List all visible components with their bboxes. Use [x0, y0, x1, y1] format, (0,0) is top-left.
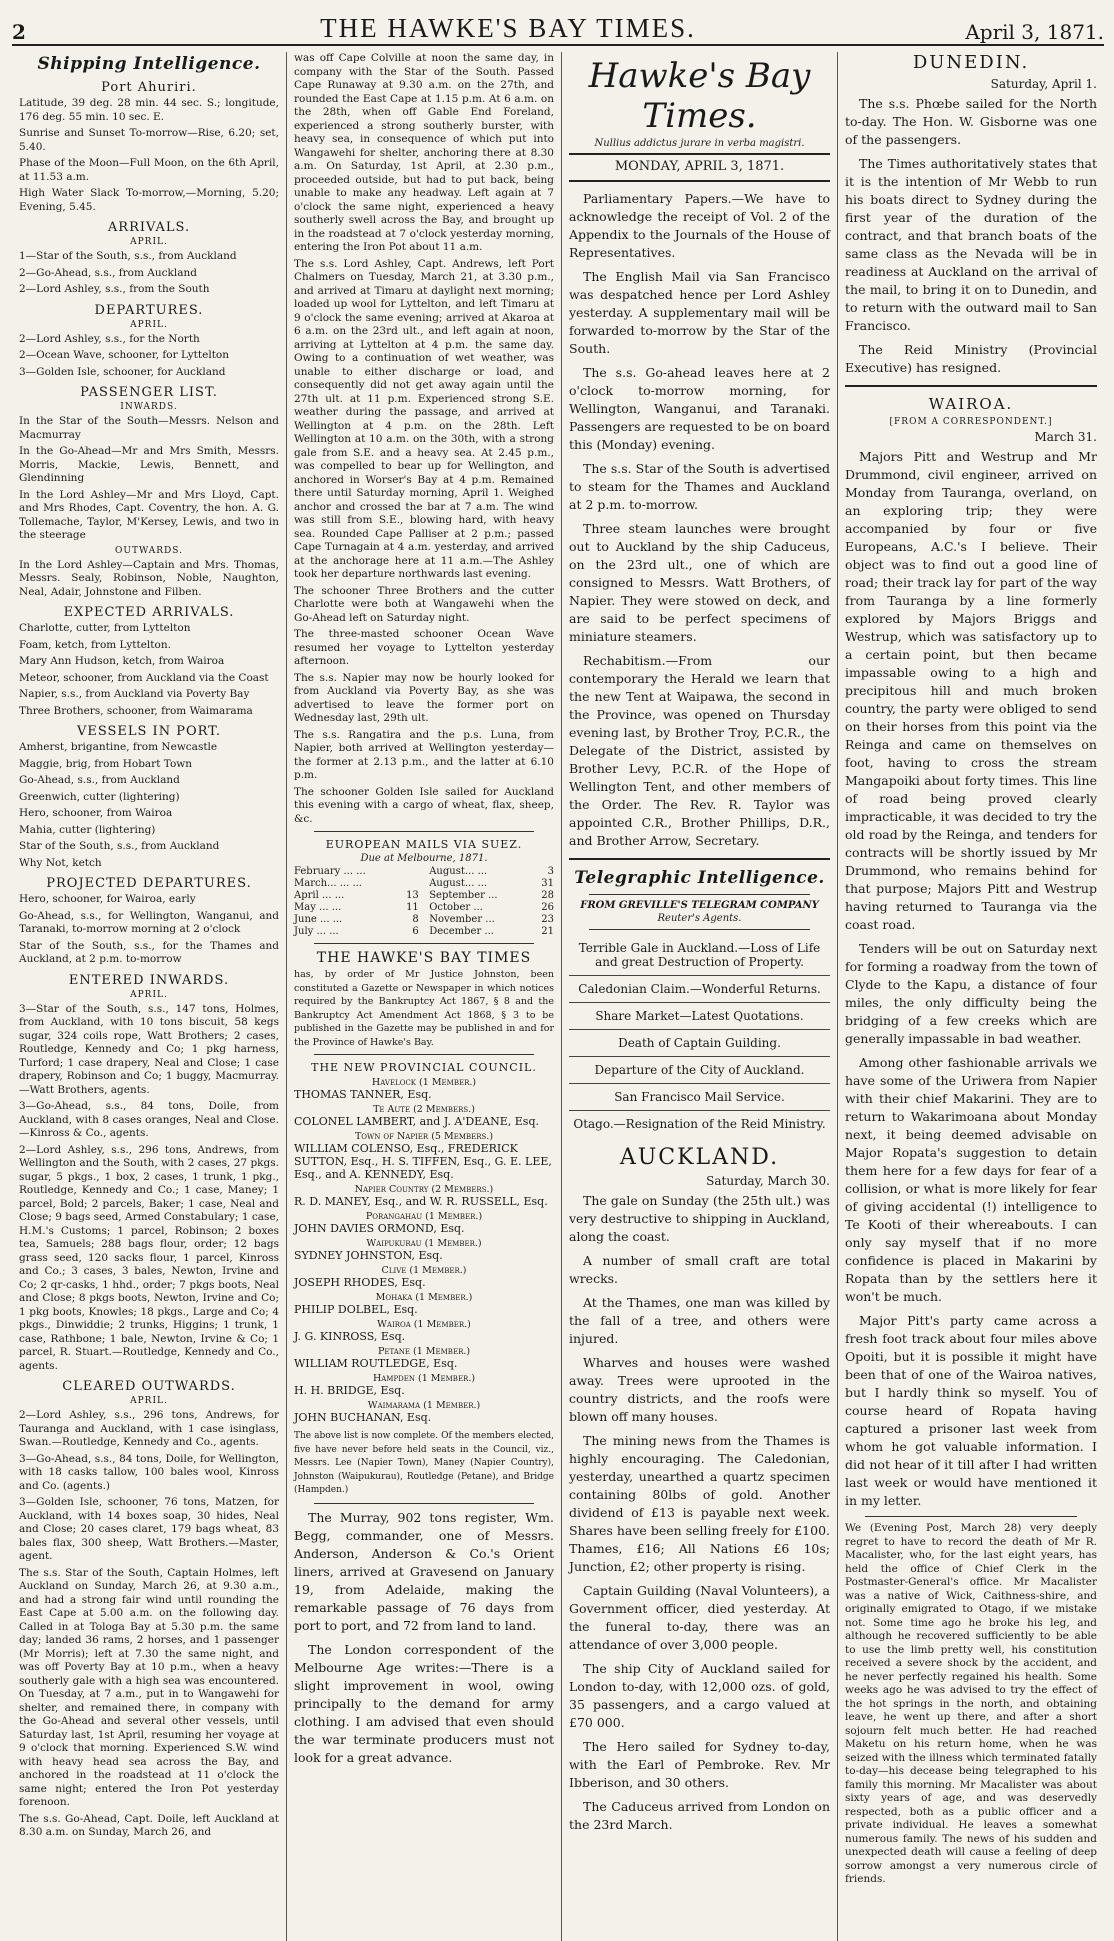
divider — [314, 831, 534, 832]
passengers-out-list — [19, 559, 279, 600]
text-paragraph: We (Evening Post, March 28) very deeply regret to have to record the death of Mr R. Macalister, who, for the last eight years, has held the office of Chief Clerk in the Postmaster-General's office. Mr Macalister was a native of Wick, Caithness-shire, and originally emigrated to Otago, if we mistake not. Some time ago he broke his leg, and although he recovered sufficiently to be able to use the limb pretty well, his constitution received a severe shock by the accident, and he never perfectly regained his health. Some weeks ago he was advised to try the effect of the hot springs in the north, and obtaining leave, he went up there, and after a short sojourn felt much better. He had reached Maketu on his return home, when he was seized with the illness which terminated fatally to-day—his decease being telegraphed to his family this morning. Mr Macalister was about sixty years of age, and was deservedly respected, both as a public officer and a private individual. He leaves a somewhat numerous family. The news of his sudden and unexpected death will cause a feeling of deep sorrow amongst a very numerous circle of friends. — [845, 1522, 1097, 1885]
text-paragraph: The s.s. Phœbe sailed for the North to-day. The Hon. W. Gisborne was one of the passengers. — [845, 96, 1097, 147]
council-member: H. H. BRIDGE, Esq. — [294, 1384, 405, 1397]
departures-heading: DEPARTURES. — [94, 302, 204, 318]
mail-month: December ... — [429, 926, 494, 937]
mail-month: March... ... ... — [294, 878, 362, 889]
text-paragraph: In the Lord Ashley—Captain and Mrs. Thomas, Messrs. Sealy, Robinson, Noble, Naughton, Neal, Adair, Johnstone and Filben. — [19, 558, 279, 598]
council-district: Petane (1 Member.) — [377, 1346, 471, 1357]
mail-day: 13 — [406, 890, 419, 901]
text-paragraph: 2—Lord Ashley, s.s., 296 tons, Andrews, from Wellington and the South, with 2 cases, 27 pkgs. sugar, 5 pkgs., 1 box, 2 cases, 1 trunk, 1 pkg., Routledge, Kennedy and Co.; 1 case, Maney; 1 parcel, Bold; 2 parcels, Baker; 1 case, Neal and Close; 9 bags seed, Armed Constabulary; 1 case, H.M.'s Customs; 1 parcel, Robinson; 2 boxes tea, Samuels; 288 bags flour, order; 12 bags grass seed, 120 sacks flour, 1 parcel, Kinross and Co.; 3 cases, 3 bales, Newton, Irvine and Co; 2 qr-casks, 1 hhd., order; 7 pkgs boots, Neal and Close; 8 pkgs boots, Newton, Irvine and Co; 1 pkg boots, Knowles; 18 pkgs., Large and Co; 4 pkgs., Dinwiddie; 2 trunks, Higgins; 1 trunk, 1 case, Rathbone; 1 bale, Newton, Irvine & Co; 1 parcel, R. Stuart.—Routledge, Kennedy and Co., agents. — [19, 1143, 279, 1372]
text-paragraph: Terrible Gale in Auckland.—Loss of Life and great Destruction of Property. — [569, 935, 830, 976]
council-district: Porangahau (1 Member.) — [365, 1211, 483, 1222]
text-paragraph: Phase of the Moon—Full Moon, on the 6th April, at 11.53 a.m. — [19, 157, 279, 183]
council-district: Napier Country (2 Members.) — [354, 1184, 494, 1195]
text-paragraph: At the Thames, one man was killed by the fall of a tree, and others were injured. — [569, 1295, 830, 1346]
text-paragraph: Meteor, schooner, from Auckland via the Coast — [19, 671, 269, 684]
expected-heading: EXPECTED ARRIVALS. — [63, 605, 235, 620]
departures-month: APRIL. — [130, 319, 168, 330]
mail-month: November ... — [429, 914, 495, 925]
council-district: Waipukurau (1 Member.) — [366, 1238, 482, 1249]
arrivals-heading: ARRIVALS. — [107, 220, 191, 235]
text-paragraph: Hero, schooner, from Wairoa — [19, 807, 173, 819]
mail-row — [294, 926, 419, 938]
arrivals-list — [19, 250, 279, 297]
council-note: The above list is now complete. Of the members elected, five have never before held seats in the Council, viz., Messrs. Lee (Napier Town), Maney (Napier Country), Johnston (Waipukurau), Routledge (Petane), and Bridge (Hampden.) — [294, 1431, 554, 1495]
mail-row — [294, 890, 419, 902]
port-heading: Port Ahuriri. — [101, 80, 197, 95]
council-district: Te Aute (2 Members.) — [373, 1104, 475, 1115]
mail-row — [429, 866, 554, 878]
mail-row — [429, 902, 554, 914]
masthead — [12, 10, 1104, 46]
text-paragraph: Foam, ketch, from Lyttelton. — [19, 638, 171, 651]
text-paragraph: Mahia, cutter (lightering) — [19, 823, 156, 836]
text-paragraph: Maggie, brig, from Hobart Town — [19, 757, 193, 770]
telegraphic-source: FROM GREVILLE'S TELEGRAM COMPANY — [580, 900, 819, 911]
divider — [569, 180, 830, 182]
mail-row — [429, 878, 554, 890]
divider — [865, 1516, 1077, 1517]
council-member: THOMAS TANNER, Esq. — [294, 1088, 432, 1101]
auckland-date: Saturday, March 30. — [706, 1174, 830, 1188]
council-member: SYDNEY JOHNSTON, Esq. — [294, 1249, 443, 1262]
text-paragraph: The Murray, 902 tons register, Wm. Begg, commander, one of Messrs. Anderson, Anderson & Co.'s Orient liners, arrived at Gravesend on January 19, from Adelaide, making the remarkable passage of 76 days from port to port, and 72 from land to land. — [294, 1509, 554, 1633]
text-paragraph: 2—Lord Ashley, s.s., 296 tons, Andrews, for Tauranga and Auckland, with 1 case isinglass, Swan.—Routledge, Kennedy and Co., agents. — [19, 1409, 279, 1448]
text-paragraph: Captain Guilding (Naval Volunteers), a Government officer, died yesterday. At the funeral to-day, there was an attendance of over 3,000 people. — [569, 1583, 830, 1652]
text-paragraph: The ship City of Auckland sailed for London to-day, with 12,000 ozs. of gold, 35 passengers, and a cargo valued at £70 000. — [569, 1661, 830, 1730]
text-paragraph: Sunrise and Sunset To-morrow—Rise, 6.20; set, 5.40. — [19, 127, 279, 153]
text-paragraph: Share Market—Latest Quotations. — [569, 1003, 830, 1030]
council-district: Wairoa (1 Member.) — [377, 1319, 471, 1330]
editorial-paras — [569, 190, 830, 850]
cleared-list — [19, 1409, 279, 1564]
text-paragraph: Napier, s.s., from Auckland via Poverty Bay — [19, 688, 250, 700]
text-paragraph: The Times authoritatively states that it is the intention of Mr Webb to run his boats direct to Sydney during the first year of the duration of the contract, and that branch boats of the same class as the Nevada will be in readiness at Auckland on the arrival of the mail, to bring it on to Dunedin, and to return with the outward mail to San Francisco. — [845, 156, 1097, 333]
text-paragraph: 1—Star of the South, s.s., from Auckland — [19, 250, 237, 262]
text-paragraph: In the Lord Ashley—Mr and Mrs Lloyd, Capt. and Mrs Rhodes, Capt. Coventry, the hon. A. G. Tollemache, Taylor, M'Kersey, Lewis, and two in the steerage — [19, 488, 279, 541]
text-paragraph: The gale on Sunday (the 25th ult.) was very destructive to shipping in Auckland, along the coast. — [569, 1193, 830, 1244]
passenger-outwards: OUTWARDS. — [115, 545, 183, 556]
text-paragraph: 2—Lord Ashley, s.s., from the South — [19, 283, 210, 295]
council-district: Waimarama (1 Member.) — [367, 1400, 481, 1411]
text-paragraph: In the Go-Ahead—Mr and Mrs Smith, Messrs. Morris, Mackie, Lewis, Bennett, and Glendinning — [19, 445, 279, 484]
text-paragraph: Greenwich, cutter (lightering) — [19, 790, 180, 803]
entered-heading: ENTERED INWARDS. — [68, 972, 230, 988]
issue-date: April 3, 1871. — [965, 20, 1104, 44]
wairoa-source: [FROM A CORRESPONDENT.] — [889, 417, 1053, 427]
text-paragraph: The schooner Three Brothers and the cutter Charlotte were both at Wangawehi when the Go-Ahead left on Saturday night. — [294, 584, 554, 624]
telegraphic-items — [569, 935, 830, 1137]
dunedin-heading: DUNEDIN. — [912, 52, 1030, 73]
council-district: Town of Napier (5 Members.) — [354, 1131, 494, 1142]
mail-day: 28 — [541, 890, 554, 901]
arrivals-month: APRIL. — [130, 237, 168, 247]
text-paragraph: 3—Golden Isle, schooner, for Auckland — [19, 365, 226, 378]
text-paragraph: 2—Lord Ashley, s.s., for the North — [19, 332, 200, 345]
mails-heading: EUROPEAN MAILS VIA SUEZ. — [325, 838, 523, 851]
mail-day: 6 — [412, 926, 419, 937]
text-paragraph: Departure of the City of Auckland. — [569, 1057, 830, 1084]
text-paragraph: The s.s. Napier may now be hourly looked for from Auckland via Poverty Bay, as she was advertised to leave the former port on Wednesday last, 29th ult. — [294, 671, 554, 724]
mail-month: April ... ... — [294, 890, 345, 901]
divider — [314, 1054, 534, 1055]
mail-day: 11 — [406, 902, 419, 913]
passengers-in-list — [19, 415, 279, 543]
mail-day: 23 — [541, 914, 554, 925]
mail-day: 3 — [547, 866, 554, 877]
wairoa-heading: WAIROA. — [928, 395, 1014, 413]
mail-row — [294, 902, 419, 914]
text-paragraph: The s.s. Star of the South, Captain Holmes, left Auckland on Sunday, March 26, at 9.30 a.m., and had a strong fair wind until rounding the East Cape at 5.00 a.m. on the following day. Called in at Tologa Bay at 5.30 p.m. the same day; landed 36 rams, 2 horses, and 1 passenger (Mr Morris); left at 7.30 the same night, and was off Poverty Bay at 10 p.m., when a heavy southerly gale with a high sea was encountered. On Tuesday, at 7 a.m., put in to Wangawehi for shelter, and remained there, in company with the Go-Ahead and several other vessels, until Saturday last, 1st April, resuming her voyage at 9 o'clock that morning. Experienced S.W. wind with heavy head sea across the Bay, and anchored in the roadstead at 11 o'clock the same night; entered the Iron Pot yesterday forenoon. — [19, 1566, 279, 1808]
text-paragraph: Three steam launches were brought out to Auckland by the ship Caduceus, on the 23rd ult., one of which are consigned to Messrs. Watt Brothers, of Napier. They were stowed on deck, and are said to be perfect specimens of miniature steamers. — [569, 521, 830, 644]
column-news — [838, 52, 1104, 1941]
text-paragraph: The three-masted schooner Ocean Wave resumed her voyage to Lyttelton yesterday afternoon. — [294, 628, 554, 667]
columns — [12, 52, 1104, 1941]
text-paragraph: The Reid Ministry (Provincial Executive) has resigned. — [845, 342, 1097, 375]
auckland-heading: AUCKLAND. — [619, 1145, 780, 1170]
entered-list — [19, 1003, 279, 1374]
text-paragraph: Amherst, brigantine, from Newcastle — [19, 741, 218, 753]
mail-day: 31 — [541, 878, 554, 889]
text-paragraph: The English Mail via San Francisco was despatched hence per Lord Ashley yesterday. A supplementary mail will be forwarded to-morrow by the Star of the South. — [569, 269, 830, 356]
page-number: 2 — [12, 20, 26, 44]
text-paragraph: San Francisco Mail Service. — [569, 1084, 830, 1111]
mail-row — [429, 890, 554, 902]
telegraphic-agents: Reuter's Agents. — [657, 913, 742, 924]
dunedin-paras — [845, 95, 1097, 377]
projected-heading: PROJECTED DEPARTURES. — [46, 876, 252, 891]
divider — [569, 153, 830, 155]
text-paragraph: 3—Go-Ahead, s.s., 84 tons, Doile, from Auckland, with 8 cases oranges, Neal and Close. —Kinross & Co., agents. — [19, 1100, 279, 1139]
mail-month: October ... — [429, 902, 483, 913]
mail-month: September ... — [429, 890, 498, 901]
text-paragraph: The mining news from the Thames is highly encouraging. The Caledonian, yesterday, unearthed a quartz specimen containing 80lbs of gold. Another dividend of £13 is payable next week. Shares have been selling freely for £100. Thames, £16; All Nations £6 10s; Junction, £2; other property is rising. — [569, 1433, 830, 1574]
council-member: PHILIP DOLBEL, Esq. — [294, 1303, 418, 1316]
council-member: WILLIAM COLENSO, Esq., FREDERICK SUTTON, Esq., H. S. TIFFEN, Esq., G. E. LEE, Esq., and A. KENNEDY, Esq. — [294, 1142, 552, 1181]
mail-month: June ... ... — [294, 914, 343, 925]
council-district: Hampden (1 Member.) — [372, 1373, 476, 1384]
council-member: R. D. MANEY, Esq., and W. R. RUSSELL, Esq. — [294, 1195, 548, 1208]
mail-month: May ... ... — [294, 902, 342, 913]
text-paragraph: High Water Slack To-morrow,—Morning, 5.20; Evening, 5.45. — [19, 187, 279, 213]
telegraphic-title: Telegraphic Intelligence. — [574, 868, 825, 888]
text-paragraph: Tenders will be out on Saturday next for forming a roadway from the town of Clyde to the Kapu, a distance of four miles, the only difficulty being the bridging of a few creeks which are generally impassable in bad weather. — [845, 941, 1097, 1046]
text-paragraph: The s.s. Go-ahead leaves here at 2 o'clock to-morrow morning, for Wellington, Wanganui, and Taranaki. Passengers are requested to be on board this (Monday) evening. — [569, 365, 830, 452]
council-district: Mohaka (1 Member.) — [375, 1292, 473, 1303]
text-paragraph: Mary Ann Hudson, ketch, from Wairoa — [19, 655, 225, 667]
mail-row — [294, 866, 419, 878]
text-paragraph: Why Not, ketch — [19, 856, 102, 869]
editorial-masthead: Hawke's Bay Times. — [588, 56, 811, 136]
text-paragraph: Three Brothers, schooner, from Waimarama — [19, 704, 253, 717]
mail-day: 26 — [541, 902, 554, 913]
council-member: JOSEPH RHODES, Esq. — [294, 1276, 426, 1289]
text-paragraph: The schooner Golden Isle sailed for Auckland this evening with a cargo of wheat, flax, sheep, &c. — [294, 785, 554, 825]
text-paragraph: Star of the South, s.s., from Auckland — [19, 840, 220, 852]
text-paragraph: Rechabitism.—From our contemporary the Herald we learn that the new Tent at Waipawa, the second in the Province, was opened on Thursday evening last, by Brother Troy, P.C.R., the Delegate of the District, assisted by Brother Levy, P.C.R. of the Hope of Wellington Tent, and other members of the Order. The Rev. R. Taylor was appointed C.R., Brother Phillips, D.R., and Brother Arrow, Secretary. — [569, 653, 830, 848]
text-paragraph: Charlotte, cutter, from Lyttelton — [19, 622, 191, 634]
passenger-heading: PASSENGER LIST. — [80, 385, 218, 400]
passenger-inwards: INWARDS. — [120, 402, 178, 412]
text-paragraph: The s.s. Lord Ashley, Capt. Andrews, left Port Chalmers on Tuesday, March 21, at 3.30 p.m., and arrived at Timaru at daylight next morning; loaded up wool for Lyttelton, and left Timaru at 9 o'clock the same evening; arrived at Akaroa at 6 a.m. on the 23rd ult., and left again at noon, arriving at Lyttelton at 4 p.m. the same day. Owing to a continuation of wet weather, was unable to either discharge or load, and consequently did not get away again until the 27th ult. at 11 p.m. Experienced strong S.E. weather during the passage, and arrived at Wellington at 4 p.m. on the 28th. Left Wellington at 10 a.m. on the 30th, with a strong gale from S.E. and a heavy sea. At 2.45 p.m., was compelled to bear up for Wellington, and anchored in Worser's Bay at 4 p.m. Remained there until Saturday morning, April 1. Weighed anchor and crossed the bar at 7 a.m. The wind was still from S.E., blowing hard, with heavy sea. Rounded Cape Palliser at 2 p.m.; passed Cape Turnagain at 4 a.m. yesterday, and arrived at the anchorage here at 11 a.m.—The Ashley took her departure northwards last evening. — [294, 257, 554, 580]
council-district: Clive (1 Member.) — [381, 1265, 467, 1276]
text-paragraph: The s.s. Star of the South is advertised to steam for the Thames and Auckland at 2 p.m. to-morrow. — [569, 461, 830, 512]
text-paragraph: Major Pitt's party came across a fresh foot track about four miles above Opoiti, but it is possible it might have been that of one of the Wairoa natives, but I hardly think so myself. You of course heard of Ropata having captured a prisoner last week from whom he got valuable information. I did not hear of it till after I had written last week or would have mentioned it in my letter. — [845, 1313, 1097, 1508]
mail-row — [429, 914, 554, 926]
shipping-narrative — [19, 1567, 279, 1840]
mails-left — [294, 866, 419, 938]
text-paragraph: was off Cape Colville at noon the same day, in company with the Star of the South. Passed Cape Runaway at 9.30 a.m. on the 27th, and rounded the East Cape at 1.15 p.m. At 6 a.m. on the 28th, when off Gable End Foreland, experienced a strong southerly burster, with heavy sea, in consequence of which put into Wangawehi for shelter, anchoring there at 8.30 a.m. On Saturday, 1st April, at 2.30 p.m., proceeded outside, but had to put back, being unable to make any headway. Left again at 7 o'clock the same night, experienced a heavy southerly swell across the Bay, and brought up in the roadstead at 7 o'clock yesterday morning, entering the Iron Pot about 11 a.m. — [294, 52, 554, 253]
council-member: JOHN DAVIES ORMOND, Esq. — [294, 1222, 465, 1235]
editorial-dateline: MONDAY, APRIL 3, 1871. — [614, 159, 785, 174]
notice-text: has, by order of Mr Justice Johnston, been constituted a Gazette or Newspaper in which notices required by the Bankruptcy Act 1867, § 8 and the Bankruptcy Act Amendment Act 1868, § 3 to be published in the Gazette may be published in and for the Province of Hawke's Bay. — [294, 969, 554, 1048]
divider — [569, 858, 830, 860]
mails-subheading: Due at Melbourne, 1871. — [360, 853, 488, 864]
text-paragraph: Death of Captain Guilding. — [569, 1030, 830, 1057]
motto: Nullius addictus jurare in verba magistri. — [594, 138, 805, 149]
text-paragraph: Caledonian Claim.—Wonderful Returns. — [569, 976, 830, 1003]
section-title-shipping: Shipping Intelligence. — [37, 54, 261, 74]
wairoa-paras — [845, 448, 1097, 1510]
text-paragraph: 2—Go-Ahead, s.s., from Auckland — [19, 266, 197, 279]
text-paragraph: Wharves and houses were washed away. Trees were uprooted in the country districts, and the roofs were blown off many houses. — [569, 1355, 830, 1424]
mail-month: August... ... — [429, 878, 488, 889]
mail-row — [294, 878, 419, 890]
obituary-paras — [845, 1522, 1097, 1887]
shipping-narrative-2 — [294, 52, 554, 826]
column-shipping — [12, 52, 287, 1941]
mails-table — [294, 866, 554, 938]
text-paragraph: A number of small craft are total wrecks. — [569, 1253, 830, 1286]
text-paragraph: The s.s. Rangatira and the p.s. Luna, from Napier, both arrived at Wellington yesterday—the former at 2.13 p.m., and the latter at 6.10 p.m. — [294, 728, 554, 781]
text-paragraph: The s.s. Go-Ahead, Capt. Doile, left Auckland at 8.30 a.m. on Sunday, March 26, and — [19, 1812, 279, 1838]
text-paragraph: Majors Pitt and Westrup and Mr Drummond, civil engineer, arrived on Monday from Tauranga, overland, on an exploring trip; they were accompanied by four or five Europeans, A.C.'s I believe. Their object was to find out a good line of road; their track lay for part of the way from Tauranga by a line formerly explored by Majors Briggs and Westrup, which was satisfactory up to a certain point, but then became impassable owing to a high and precipitous hill and much broken country, the party were obliged to send on their horses from this point via the Reinga and came on themselves on foot, having to cross the stream Mangapoiki about forty times. This line of road being proved clearly impracticable, it was decided to try the old road by the Reinga, and tenders for contracts will be shortly issued by Mr Drummond, who remains behind for that purpose; Majors Pitt and Westrup having returned to Tauranga via the coast road. — [845, 449, 1097, 932]
cleared-month: APRIL. — [130, 1396, 168, 1406]
divider — [845, 385, 1097, 387]
astro-list — [19, 97, 279, 214]
text-paragraph: 3—Go-Ahead, s.s., 84 tons, Doile, for Wellington, with 18 casks tallow, 100 bales wool, Kinross and Co. (agents.) — [19, 1452, 279, 1492]
divider — [589, 894, 810, 895]
wairoa-date: March 31. — [1034, 430, 1097, 444]
text-paragraph: Latitude, 39 deg. 28 min. 44 sec. S.; longitude, 176 deg. 55 min. 10 sec. E. — [19, 97, 279, 123]
mail-row — [294, 914, 419, 926]
entered-month: APRIL. — [130, 989, 168, 1000]
council-member: COLONEL LAMBERT, and J. A'DEANE, Esq. — [294, 1115, 539, 1128]
vessels-heading: VESSELS IN PORT. — [76, 724, 222, 739]
mail-day: 21 — [541, 926, 554, 937]
newspaper-title: THE HAWKE'S BAY TIMES. — [320, 13, 696, 43]
departures-list — [19, 333, 279, 380]
mails-right — [429, 866, 554, 938]
text-paragraph: Among other fashionable arrivals we have some of the Uriwera from Napier with their chief Makarini. They are to return to Wakarimoana about Monday next, it being deemed advisable on Major Ropata's suggestion to detain them here for a few days for fear of a collision, or what is more likely for fear of giving accidental (!) intelligence to Te Kooti of their whereabouts. I can only say myself that if no more confidence is placed in Makarini by Ropata than by the settlers here it won't be much. — [845, 1055, 1097, 1304]
dunedin-date: Saturday, April 1. — [990, 77, 1097, 91]
projected-list — [19, 893, 279, 967]
text-paragraph: Go-Ahead, s.s., for Wellington, Wanganui, and Taranaki, to-morrow morning at 2 o'clock — [19, 909, 279, 935]
text-paragraph: The Caduceus arrived from London on the 23rd March. — [569, 1799, 830, 1832]
vessels-list — [19, 741, 279, 870]
col2-bottom-paras — [294, 1509, 554, 1767]
divider — [314, 1503, 534, 1504]
text-paragraph: Parliamentary Papers.—We have to acknowledge the receipt of Vol. 2 of the Appendix to the Journals of the House of Representatives. — [569, 191, 830, 260]
text-paragraph: Go-Ahead, s.s., from Auckland — [19, 774, 180, 786]
text-paragraph: Hero, schooner, for Wairoa, early — [19, 893, 196, 905]
mail-month: July ... ... — [294, 926, 339, 937]
text-paragraph: The Hero sailed for Sydney to-day, with the Earl of Pembroke. Rev. Mr Ibberison, and 30 others. — [569, 1739, 830, 1790]
text-paragraph: Otago.—Resignation of the Reid Ministry. — [573, 1117, 826, 1131]
mail-row — [429, 926, 554, 938]
council-member: J. G. KINROSS, Esq. — [294, 1330, 406, 1343]
expected-list — [19, 622, 279, 718]
auckland-paras — [569, 1192, 830, 1834]
text-paragraph: In the Star of the South—Messrs. Nelson and Macmurray — [19, 415, 279, 441]
council-member: WILLIAM ROUTLEDGE, Esq. — [294, 1357, 458, 1370]
council-district: Havelock (1 Member.) — [371, 1077, 477, 1088]
mail-month: August... ... — [429, 866, 488, 877]
text-paragraph: Star of the South, s.s., for the Thames and Auckland, at 2 p.m. to-morrow — [19, 939, 279, 965]
text-paragraph: 2—Ocean Wave, schooner, for Lyttelton — [19, 349, 229, 361]
divider — [589, 929, 810, 930]
council-list — [294, 1077, 554, 1424]
text-paragraph: The London correspondent of the Melbourne Age writes:—There is a slight improvement in wool, owing principally to the demand for army clothing. I am advised that even should the war terminate producers must not look for a great advance. — [294, 1641, 554, 1765]
council-heading: THE NEW PROVINCIAL COUNCIL. — [311, 1061, 537, 1074]
council-member: JOHN BUCHANAN, Esq. — [294, 1411, 432, 1424]
column-editorial — [562, 52, 838, 1941]
text-paragraph: 3—Star of the South, s.s., 147 tons, Holmes, from Auckland, with 10 tons biscuit, 58 kegs sugar, 324 coils rope, Watt Brothers; 2 cases, Routledge, Kennedy and Co; 1 pkg harness, Turford; 1 case drapery, Neal and Close; 1 case drapery, Robinson and Co; 1 buggy, Macmurray.—Watt Brothers, agents. — [19, 1002, 279, 1096]
mail-day: 8 — [412, 914, 419, 925]
column-shipping-continued — [287, 52, 562, 1941]
mail-month: February ... ... — [294, 866, 366, 877]
cleared-heading: CLEARED OUTWARDS. — [62, 1379, 236, 1394]
notice-heading: THE HAWKE'S BAY TIMES — [316, 950, 532, 966]
text-paragraph: 3—Golden Isle, schooner, 76 tons, Matzen, for Auckland, with 14 boxes soap, 30 hides, Neal and Close; 20 cases claret, 179 bags wheat, 83 bales flax, 300 sheep, Watt Brothers.—Master, agent. — [19, 1496, 279, 1562]
divider — [314, 943, 534, 944]
